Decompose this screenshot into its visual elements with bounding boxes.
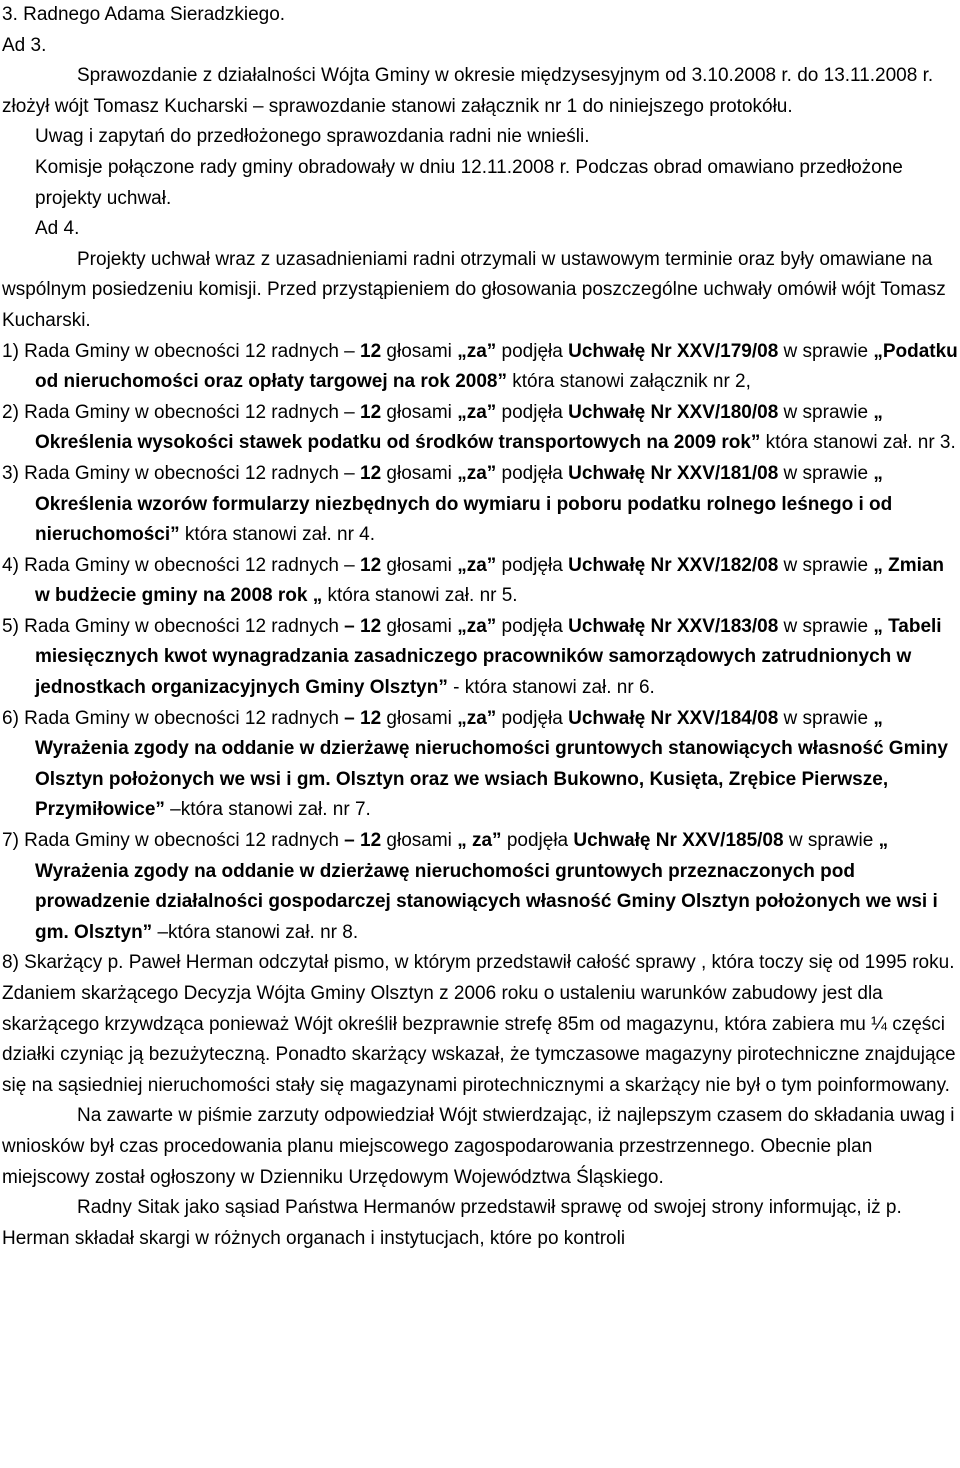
resolution-item — [2, 337, 958, 398]
resolution-votes: 12 — [360, 462, 382, 484]
resolution-subject: „ Określenia wysokości stawek podatku od środków transportowych na 2009 rok” — [35, 401, 883, 454]
resolution-mid: głosami — [381, 401, 458, 423]
resolution-item — [2, 704, 958, 826]
resolution-za: „ za” — [457, 830, 502, 852]
resolution-tail: która stanowi zał. nr 4. — [179, 524, 376, 546]
resolution-za: „za” — [457, 554, 497, 576]
resolution-item — [2, 551, 958, 612]
resolution-adopted: podjęła — [496, 554, 569, 576]
resolution-lead: 3) Rada Gminy w obecności 12 radnych – — [2, 462, 361, 484]
resolution-mid: głosami — [381, 615, 458, 637]
resolution-adopted: podjęła — [496, 707, 569, 729]
resolution-votes: 12 — [360, 401, 382, 423]
resolution-pre: w sprawie — [778, 340, 874, 362]
resolution-adopted: podjęła — [496, 340, 569, 362]
resolution-mid: głosami — [381, 340, 458, 362]
resolution-za: „za” — [457, 707, 497, 729]
resolution-number: Uchwałę Nr XXV/181/08 — [568, 462, 779, 484]
resolution-subject: „Podatku od nieruchomości oraz opłaty targowej na rok 2008” — [35, 340, 958, 393]
resolution-adopted: podjęła — [496, 462, 569, 484]
resolution-votes: 12 — [360, 340, 382, 362]
resolution-za: „za” — [457, 462, 497, 484]
resolution-votes: – 12 — [344, 615, 382, 637]
resolution-tail: - która stanowi zał. nr 6. — [447, 677, 655, 699]
resolution-za: „za” — [457, 401, 497, 423]
paragraph-complaint: 8) Skarżący p. Paweł Herman odczytał pismo, w którym przedstawił całość sprawy , która toczy się od 1995 roku. Zdaniem skarżącego Decyzja Wójta Gminy Olsztyn z 2006 roku o ustaleniu warunków zabudowy jest dla skarżącego krzywdząca ponieważ Wójt określił bezprawnie strefę 85m od magazynu, która zabiera mu ¼ części działki czyniąc ją bezużyteczną. Ponadto skarżący wskazał, że tymczasowe magazyny pirotechniczne znajdujące się na sąsiedniej nieruchomości stały się magazynami pirotechnicznymi a skarżący nie był o tym poinformowany. — [2, 952, 956, 1096]
paragraph-no-remarks: Uwag i zapytań do przedłożonego sprawozdania radni nie wnieśli. — [35, 126, 590, 148]
resolution-mid: głosami — [381, 707, 458, 729]
resolution-subject: „ Tabeli miesięcznych kwot wynagradzania zasadniczego pracowników samorządowych zatrudnionych w jednostkach organizacyjnych Gminy Olsztyn” — [35, 615, 942, 699]
resolution-tail: –która stanowi zał. nr 8. — [152, 921, 359, 943]
list-item-3: 3. Radnego Adama Sieradzkiego. — [2, 4, 286, 25]
resolution-number: Uchwałę Nr XXV/184/08 — [568, 707, 779, 729]
resolution-lead: 2) Rada Gminy w obecności 12 radnych – — [2, 401, 361, 423]
resolution-lead: 5) Rada Gminy w obecności 12 radnych — [2, 615, 345, 637]
resolution-item — [2, 612, 958, 704]
resolution-adopted: podjęła — [501, 830, 574, 852]
resolution-number: Uchwałę Nr XXV/180/08 — [568, 401, 779, 423]
resolution-tail: –która stanowi zał. nr 7. — [164, 799, 371, 821]
resolution-mid: głosami — [381, 462, 458, 484]
paragraph-report: Sprawozdanie z działalności Wójta Gminy w okresie międzysesyjnym od 3.10.2008 r. do 13.11.2008 r. złożył wójt Tomasz Kucharski – sprawozdanie stanowi załącznik nr 1 do niniejszego protokółu. — [2, 65, 934, 117]
resolution-pre: w sprawie — [783, 830, 879, 852]
resolution-votes: – 12 — [344, 830, 382, 852]
resolution-votes: 12 — [360, 554, 382, 576]
paragraph-reply: Na zawarte w piśmie zarzuty odpowiedział Wójt stwierdzając, iż najlepszym czasem do składania uwag i wniosków był czas procedowania planu miejscowego zagospodarowania przestrzennego. Obecnie plan miejscowy został ogłoszony w Dzienniku Urzędowym Województwa Śląskiego. — [2, 1105, 955, 1188]
resolution-pre: w sprawie — [778, 401, 874, 423]
resolution-number: Uchwałę Nr XXV/179/08 — [568, 340, 779, 362]
resolution-votes: – 12 — [344, 707, 382, 729]
resolution-mid: głosami — [381, 554, 458, 576]
agenda-heading-ad3: Ad 3. — [2, 34, 47, 56]
resolution-tail: która stanowi zał. nr 5. — [322, 585, 518, 607]
resolution-pre: w sprawie — [778, 462, 874, 484]
resolution-tail: która stanowi zał. nr 3. — [760, 432, 956, 454]
resolution-subject: „ Wyrażenia zgody na oddanie w dzierżawę nieruchomości gruntowych przeznaczonych pod prowadzenie działalności gospodarczej stanowiących własność Gminy Olsztyn położonych we wsi i gm. Olsztyn” — [35, 830, 938, 943]
resolutions-list — [2, 337, 958, 949]
resolution-lead: 4) Rada Gminy w obecności 12 radnych – — [2, 554, 361, 576]
resolution-lead: 7) Rada Gminy w obecności 12 radnych — [2, 830, 345, 852]
agenda-heading-ad4: Ad 4. — [35, 218, 80, 240]
resolution-number: Uchwałę Nr XXV/185/08 — [573, 830, 784, 852]
resolution-mid: głosami — [381, 830, 458, 852]
resolution-item — [2, 459, 958, 551]
paragraph-sitak: Radny Sitak jako sąsiad Państwa Hermanów przedstawił sprawę od swojej strony informując, iż p. Herman składał skargi w różnych organach i instytucjach, które po kontroli — [2, 1197, 902, 1249]
resolution-number: Uchwałę Nr XXV/182/08 — [568, 554, 779, 576]
resolution-tail: która stanowi załącznik nr 2, — [506, 371, 751, 393]
resolution-number: Uchwałę Nr XXV/183/08 — [568, 615, 779, 637]
resolution-item — [2, 826, 958, 948]
resolution-subject: „ Wyrażenia zgody na oddanie w dzierżawę nieruchomości gruntowych stanowiących własność Gminy Olsztyn położonych we wsi i gm. Olsztyn oraz we wsiach Bukowno, Kusięta, Zrębice Pierwsze, Przymiłowice” — [35, 707, 948, 821]
resolution-za: „za” — [457, 340, 497, 362]
resolution-subject: „ Określenia wzorów formularzy niezbędnych do wymiaru i poboru podatku rolnego leśnego i od nieruchomości” — [35, 462, 893, 546]
resolution-lead: 1) Rada Gminy w obecności 12 radnych – — [2, 340, 361, 362]
resolution-pre: w sprawie — [778, 615, 874, 637]
resolution-pre: w sprawie — [778, 554, 874, 576]
resolution-adopted: podjęła — [496, 615, 569, 637]
resolution-lead: 6) Rada Gminy w obecności 12 radnych — [2, 707, 345, 729]
paragraph-committees: Komisje połączone rady gminy obradowały w dniu 12.11.2008 r. Podczas obrad omawiano przedłożone projekty uchwał. — [35, 156, 903, 209]
paragraph-projects: Projekty uchwał wraz z uzasadnieniami radni otrzymali w ustawowym terminie oraz były omawiane na wspólnym posiedzeniu komisji. Przed przystąpieniem do głosowania poszczególne uchwały omówił wójt Tomasz Kucharski. — [2, 248, 946, 331]
resolution-pre: w sprawie — [778, 707, 874, 729]
resolution-adopted: podjęła — [496, 401, 569, 423]
resolution-za: „za” — [457, 615, 497, 637]
resolution-item — [2, 398, 958, 459]
resolution-subject: „ Zmian w budżecie gminy na 2008 rok „ — [35, 554, 945, 607]
